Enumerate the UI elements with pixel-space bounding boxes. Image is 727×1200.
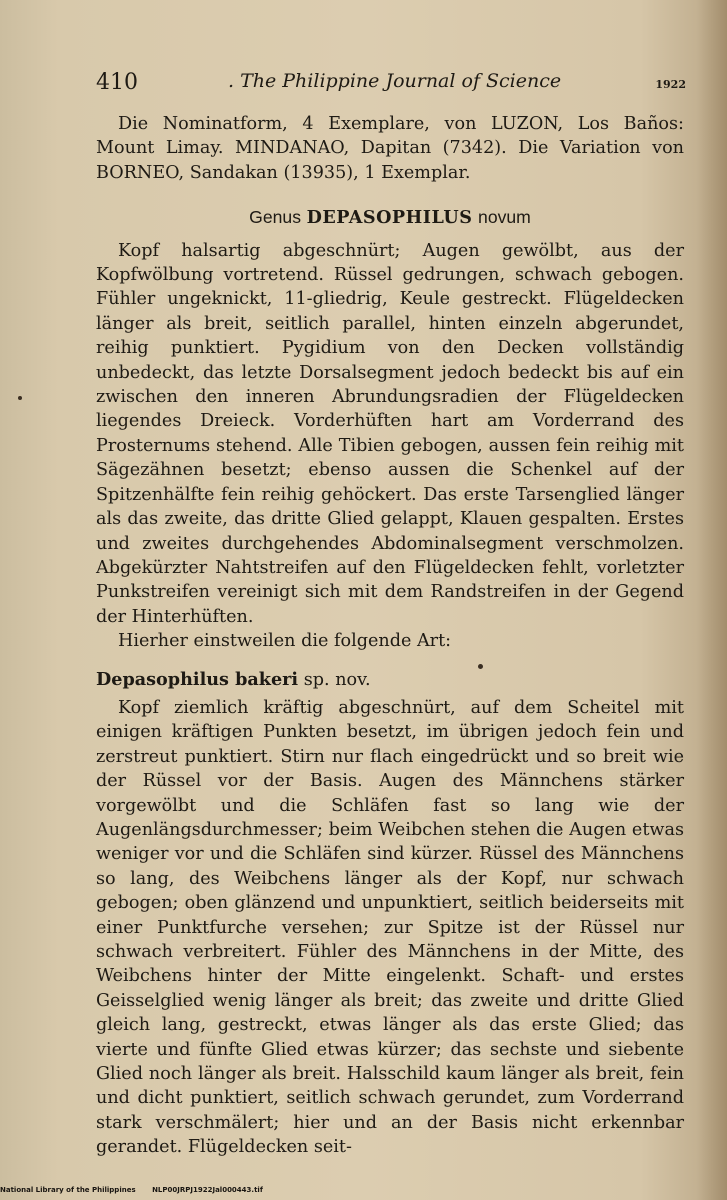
page-edge-shadow: [697, 0, 727, 1200]
scan-file-id: NLP00JRPJ1922Jal000443.tif: [152, 1186, 263, 1194]
genus-name: DEPASOPHILUS: [306, 207, 473, 229]
year: 1922: [655, 78, 686, 91]
library-credit: National Library of the Philippines: [0, 1186, 136, 1194]
running-header: [96, 68, 686, 102]
page-number: 410: [96, 70, 138, 95]
species-heading: [96, 668, 684, 692]
species-suffix: sp. nov.: [303, 669, 371, 690]
genus-heading: [96, 205, 684, 230]
scan-speck: [18, 396, 22, 400]
intro-text: Die Nominatform, 4 Exemplare, von LUZON, Los Baños: Mount Limay. MINDANAO, Dapitan (7342). Die Variation von BORNEO, Sandakan (13935), 1 Exemplar.: [96, 114, 684, 183]
genus-description: Kopf halsartig abgeschnürt; Augen gewölbt, aus der Kopfwölbung vortretend. Rüssel gedrungen, schwach gebogen. Fühler ungeknickt, 11-gliedrig, Keule gestreckt. Flügeldecken länger als breit, seitlich parallel, hinten einzeln abgerundet, reihig punktiert. Pygidium von den Decken vollständig unbedeckt, das letzte Dorsalsegment jedoch bedeckt bis auf ein zwischen den inneren Abrundungsradien der Flügeldecken liegendes Dreieck. Vorderhüften hart am Vorderrand des Prosternums stehend. Alle Tibien gebogen, aussen fein reihig mit Sägezähnen besetzt; ebenso aussen die Schenkel auf der Spitzenhälfte fein reihig gehöckert. Das erste Tarsenglied länger als das zweite, das dritte Glied gelappt, Klauen gespalten. Erstes und zweites durchgehendes Abdominalsegment verschmolzen. Abgekürzter Nahtstreifen auf den Flügeldecken fehlt, vorletzter Punkstreifen vereinigt sich mit dem Randstreifen in der Gegend der Hinterhüften.: [96, 240, 684, 627]
intro-paragraph: [96, 112, 684, 185]
scan-footer: [0, 1186, 360, 1194]
genus-suffix: novum: [478, 207, 531, 228]
genus-note: Hierher einstweilen die folgende Art:: [118, 631, 452, 652]
journal-title: . The Philippine Journal of Science: [228, 70, 562, 92]
species-name: Depasophilus bakeri: [96, 668, 299, 690]
article-body: [96, 112, 684, 1160]
species-description: Kopf ziemlich kräftig abgeschnürt, auf dem Scheitel mit einigen kräftigen Punkten besetzt, im übrigen jedoch fein und zerstreut punktiert. Stirn nur flach eingedrückt und so breit wie der Rüssel vor der Basis. Augen des Männchens stärker vorgewölbt und die Schläfen fast so lang wie der Augenlängsdurchmesser; beim Weibchen stehen die Augen etwas weniger vor und die Schläfen sind kürzer. Rüssel des Männchens so lang, des Weibchens länger als der Kopf, nur schwach gebogen; oben glänzend und unpunktiert, seitlich beiderseits mit einer Punktfurche versehen; zur Spitze ist der Rüssel nur schwach verbreitert. Fühler des Männchens in der Mitte, des Weibchens hinter der Mitte eingelenkt. Schaft- und erstes Geisselglied wenig länger als breit; das zweite und dritte Glied gleich lang, gestreckt, etwas länger als das erste Glied; das vierte und fünfte Glied etwas kürzer; das sechste und siebente Glied noch länger als breit. Halsschild kaum länger als breit, fein und dicht punktiert, seitlich schwach gerundet, zum Vorderrand stark verschmälert; hier und an der Basis nicht erkennbar gerandet. Flügeldecken seit-: [96, 697, 684, 1158]
scan-speck: [478, 664, 483, 669]
genus-prefix: Genus: [249, 207, 301, 228]
